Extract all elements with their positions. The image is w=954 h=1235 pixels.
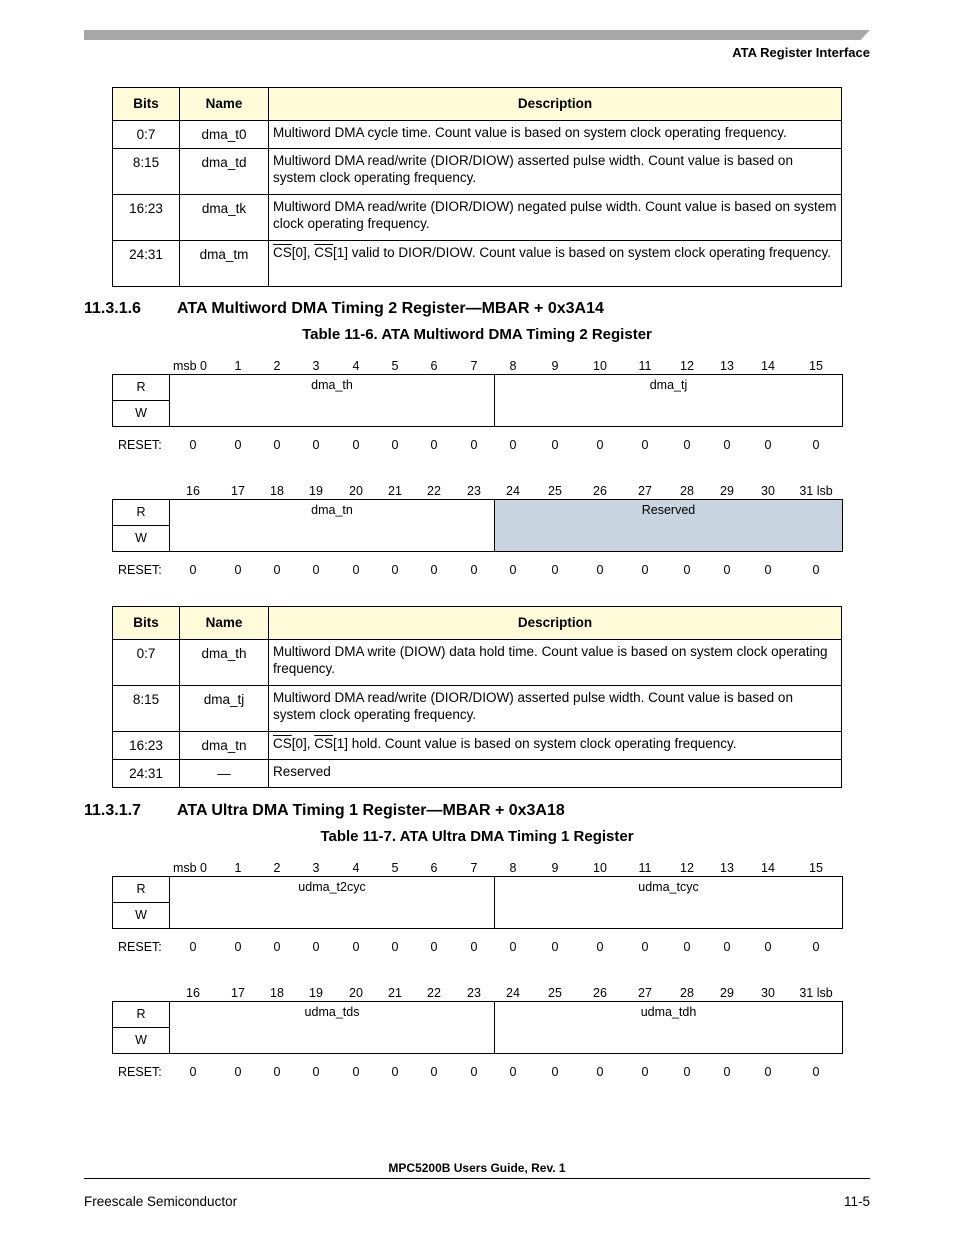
bit-number: 22 bbox=[427, 986, 441, 1000]
bit-number: 13 bbox=[720, 861, 734, 875]
register-field: udma_t2cyc bbox=[298, 880, 366, 894]
bit-number: 10 bbox=[593, 359, 607, 373]
reset-value: 0 bbox=[764, 1065, 772, 1079]
bit-number: 6 bbox=[430, 861, 438, 875]
bit-number: 26 bbox=[593, 484, 607, 498]
write-label: W bbox=[113, 401, 170, 426]
bit-number: 31 lsb bbox=[799, 986, 833, 1000]
bit-number: 25 bbox=[548, 986, 562, 1000]
bit-number: msb 0 bbox=[172, 359, 208, 373]
description-cell bbox=[269, 640, 842, 686]
table-row bbox=[113, 149, 842, 195]
description-cell bbox=[269, 760, 842, 788]
write-label: W bbox=[113, 903, 170, 928]
reset-value: 0 bbox=[312, 438, 320, 452]
section-title: ATA Ultra DMA Timing 1 Register—MBAR + 0x3A18 bbox=[177, 802, 565, 819]
register-box bbox=[112, 374, 843, 427]
reset-value: 0 bbox=[812, 438, 820, 452]
column-header-bits: Bits bbox=[113, 88, 180, 121]
read-label: R bbox=[113, 1002, 170, 1028]
bit-number: 9 bbox=[551, 359, 559, 373]
bit-number: msb 0 bbox=[172, 861, 208, 875]
bit-number: 7 bbox=[470, 861, 478, 875]
register-box bbox=[112, 499, 843, 552]
bit-number: 3 bbox=[312, 861, 320, 875]
name-cell: dma_tm bbox=[180, 241, 269, 287]
reset-value: 0 bbox=[352, 1065, 360, 1079]
reset-value: 0 bbox=[189, 1065, 197, 1079]
description-text: Reserved bbox=[273, 764, 331, 779]
table-row bbox=[113, 686, 842, 732]
table-header-row bbox=[113, 88, 842, 121]
bits-cell: 24:31 bbox=[113, 760, 180, 788]
bit-number: 7 bbox=[470, 359, 478, 373]
reset-value: 0 bbox=[234, 940, 242, 954]
footer-page-number: 11-5 bbox=[843, 1194, 870, 1209]
bit-number: 26 bbox=[593, 986, 607, 1000]
chip-select-signal: $\overline{CS}$ bbox=[273, 736, 292, 751]
reset-value: 0 bbox=[596, 940, 604, 954]
reset-value: 0 bbox=[764, 438, 772, 452]
bit-number: 30 bbox=[761, 484, 775, 498]
bit-number: 19 bbox=[309, 986, 323, 1000]
reset-value: 0 bbox=[509, 1065, 517, 1079]
register-field: dma_tn bbox=[311, 503, 353, 517]
bit-number: 19 bbox=[309, 484, 323, 498]
reset-value: 0 bbox=[352, 940, 360, 954]
bit-number: 10 bbox=[593, 861, 607, 875]
name-cell: — bbox=[180, 760, 269, 788]
reset-value: 0 bbox=[470, 1065, 478, 1079]
description-cell bbox=[269, 241, 842, 287]
reset-value: 0 bbox=[723, 1065, 731, 1079]
bit-number: 17 bbox=[231, 986, 245, 1000]
section-title: ATA Multiword DMA Timing 2 Register—MBAR + 0x3A14 bbox=[177, 300, 604, 317]
reset-value: 0 bbox=[723, 438, 731, 452]
bit-number: 31 lsb bbox=[799, 484, 833, 498]
bit-number: 16 bbox=[186, 986, 200, 1000]
table-row bbox=[113, 121, 842, 149]
reset-value: 0 bbox=[723, 563, 731, 577]
description-text: [1] hold. Count value is based on system clock operating frequency. bbox=[333, 736, 737, 751]
reset-value: 0 bbox=[641, 940, 649, 954]
name-cell: dma_t0 bbox=[180, 121, 269, 149]
reset-label: RESET: bbox=[118, 438, 162, 452]
reset-value: 0 bbox=[596, 438, 604, 452]
register-field: udma_tcyc bbox=[638, 880, 699, 894]
table-row bbox=[113, 760, 842, 788]
footer-document-title: MPC5200B Users Guide, Rev. 1 bbox=[388, 1161, 566, 1175]
register-field: udma_tdh bbox=[640, 1005, 697, 1019]
bit-number: 18 bbox=[270, 484, 284, 498]
reset-value: 0 bbox=[683, 563, 691, 577]
column-header-description: Description bbox=[269, 88, 842, 121]
reset-value: 0 bbox=[641, 563, 649, 577]
register-field: dma_th bbox=[311, 378, 353, 392]
description-text: [0], bbox=[291, 245, 315, 260]
reset-value: 0 bbox=[509, 438, 517, 452]
description-cell bbox=[269, 149, 842, 195]
bit-number: 16 bbox=[186, 484, 200, 498]
bit-number: 29 bbox=[720, 986, 734, 1000]
table-row bbox=[113, 241, 842, 287]
bit-number: 24 bbox=[506, 484, 520, 498]
footer-company: Freescale Semiconductor bbox=[84, 1194, 238, 1209]
field-divider bbox=[494, 500, 495, 551]
bit-number: 4 bbox=[352, 861, 360, 875]
bit-number: 2 bbox=[273, 861, 281, 875]
name-cell: dma_td bbox=[180, 149, 269, 195]
description-text: Multiword DMA read/write (DIOR/DIOW) negated pulse width. Count value is based on system clock operating frequency. bbox=[273, 199, 837, 231]
reset-value: 0 bbox=[391, 563, 399, 577]
bit-number: 25 bbox=[548, 484, 562, 498]
bit-number: 5 bbox=[391, 359, 399, 373]
reset-value: 0 bbox=[430, 563, 438, 577]
bit-number: 8 bbox=[509, 359, 517, 373]
reset-value: 0 bbox=[683, 1065, 691, 1079]
bit-number: 8 bbox=[509, 861, 517, 875]
reset-label: RESET: bbox=[118, 940, 162, 954]
reset-value: 0 bbox=[723, 940, 731, 954]
reset-value: 0 bbox=[352, 563, 360, 577]
reset-value: 0 bbox=[764, 563, 772, 577]
field-description-table-2 bbox=[112, 606, 842, 788]
description-text: [1] valid to DIOR/DIOW. Count value is based on system clock operating frequency. bbox=[333, 245, 832, 260]
reset-value: 0 bbox=[551, 563, 559, 577]
field-divider bbox=[494, 1002, 495, 1053]
field-description-table-1 bbox=[112, 87, 842, 287]
bit-number: 15 bbox=[809, 359, 823, 373]
reset-value: 0 bbox=[273, 563, 281, 577]
reset-label: RESET: bbox=[118, 1065, 162, 1079]
bits-cell: 8:15 bbox=[113, 686, 180, 732]
table-caption-11-7: Table 11-7. ATA Ultra DMA Timing 1 Register bbox=[320, 828, 634, 845]
write-label: W bbox=[113, 526, 170, 551]
reset-value: 0 bbox=[312, 563, 320, 577]
reset-value: 0 bbox=[470, 563, 478, 577]
bit-number: 13 bbox=[720, 359, 734, 373]
bit-number: 30 bbox=[761, 986, 775, 1000]
reset-value: 0 bbox=[312, 940, 320, 954]
bit-number: 1 bbox=[234, 359, 242, 373]
bit-number: 29 bbox=[720, 484, 734, 498]
reset-label: RESET: bbox=[118, 563, 162, 577]
column-header-description: Description bbox=[269, 607, 842, 640]
bit-number: 11 bbox=[638, 861, 652, 875]
reset-value: 0 bbox=[641, 438, 649, 452]
section-number: 11.3.1.7 bbox=[84, 802, 141, 819]
reset-value: 0 bbox=[312, 1065, 320, 1079]
bit-number: 27 bbox=[638, 484, 652, 498]
field-divider bbox=[494, 375, 495, 426]
reset-value: 0 bbox=[430, 1065, 438, 1079]
register-box bbox=[112, 876, 843, 929]
reset-value: 0 bbox=[551, 940, 559, 954]
reset-value: 0 bbox=[764, 940, 772, 954]
reset-value: 0 bbox=[596, 563, 604, 577]
reset-value: 0 bbox=[641, 1065, 649, 1079]
bit-number: 28 bbox=[680, 484, 694, 498]
bit-number: 21 bbox=[388, 484, 402, 498]
description-cell bbox=[269, 732, 842, 760]
reset-value: 0 bbox=[234, 563, 242, 577]
bit-number: 15 bbox=[809, 861, 823, 875]
read-label: R bbox=[113, 500, 170, 526]
reserved-field: Reserved bbox=[495, 500, 842, 551]
running-title: ATA Register Interface bbox=[732, 45, 870, 60]
reset-value: 0 bbox=[391, 940, 399, 954]
reset-value: 0 bbox=[189, 563, 197, 577]
reset-value: 0 bbox=[273, 1065, 281, 1079]
reset-value: 0 bbox=[509, 563, 517, 577]
description-text: Multiword DMA cycle time. Count value is based on system clock operating frequency. bbox=[273, 125, 787, 140]
bits-cell: 8:15 bbox=[113, 149, 180, 195]
table-caption-11-6: Table 11-6. ATA Multiword DMA Timing 2 Register bbox=[302, 326, 652, 343]
name-cell: dma_tn bbox=[180, 732, 269, 760]
bit-number: 5 bbox=[391, 861, 399, 875]
reset-value: 0 bbox=[812, 1065, 820, 1079]
bit-number: 18 bbox=[270, 986, 284, 1000]
reset-value: 0 bbox=[430, 940, 438, 954]
bit-number: 23 bbox=[467, 484, 481, 498]
reset-value: 0 bbox=[234, 438, 242, 452]
bit-number: 24 bbox=[506, 986, 520, 1000]
reset-value: 0 bbox=[189, 940, 197, 954]
reset-value: 0 bbox=[273, 438, 281, 452]
bits-cell: 0:7 bbox=[113, 640, 180, 686]
bits-cell: 24:31 bbox=[113, 241, 180, 287]
reset-value: 0 bbox=[551, 1065, 559, 1079]
section-heading-11-3-1-7 bbox=[84, 802, 565, 820]
footer-divider bbox=[84, 1178, 870, 1179]
reset-value: 0 bbox=[234, 1065, 242, 1079]
name-cell: dma_th bbox=[180, 640, 269, 686]
reset-value: 0 bbox=[430, 438, 438, 452]
register-field: udma_tds bbox=[304, 1005, 360, 1019]
write-label: W bbox=[113, 1028, 170, 1053]
chip-select-signal: $\overline{CS}$ bbox=[273, 245, 292, 260]
bit-number: 12 bbox=[680, 861, 694, 875]
bit-number: 1 bbox=[234, 861, 242, 875]
bit-number: 12 bbox=[680, 359, 694, 373]
reset-value: 0 bbox=[391, 438, 399, 452]
bit-number: 28 bbox=[680, 986, 694, 1000]
header-bar bbox=[84, 30, 870, 40]
description-cell bbox=[269, 195, 842, 241]
bit-number: 11 bbox=[638, 359, 652, 373]
reset-value: 0 bbox=[470, 940, 478, 954]
description-text: [0], bbox=[291, 736, 315, 751]
chip-select-signal: $\overline{CS}$ bbox=[314, 245, 334, 260]
description-text: Multiword DMA read/write (DIOR/DIOW) asserted pulse width. Count value is based on system clock operating frequency. bbox=[273, 690, 793, 722]
description-cell bbox=[269, 121, 842, 149]
section-number: 11.3.1.6 bbox=[84, 300, 141, 317]
bits-cell: 16:23 bbox=[113, 732, 180, 760]
bit-number: 17 bbox=[231, 484, 245, 498]
reset-value: 0 bbox=[189, 438, 197, 452]
name-cell: dma_tk bbox=[180, 195, 269, 241]
reset-value: 0 bbox=[470, 438, 478, 452]
name-cell: dma_tj bbox=[180, 686, 269, 732]
reset-value: 0 bbox=[391, 1065, 399, 1079]
bit-number: 6 bbox=[430, 359, 438, 373]
reset-value: 0 bbox=[812, 563, 820, 577]
table-row bbox=[113, 195, 842, 241]
reset-value: 0 bbox=[683, 438, 691, 452]
reset-value: 0 bbox=[509, 940, 517, 954]
field-divider bbox=[494, 877, 495, 928]
table-header-row bbox=[113, 607, 842, 640]
bits-cell: 0:7 bbox=[113, 121, 180, 149]
register-field: dma_tj bbox=[649, 378, 688, 392]
bit-number: 21 bbox=[388, 986, 402, 1000]
description-cell bbox=[269, 686, 842, 732]
bits-cell: 16:23 bbox=[113, 195, 180, 241]
section-heading-11-3-1-6 bbox=[84, 300, 604, 318]
bit-number: 9 bbox=[551, 861, 559, 875]
description-text: Multiword DMA read/write (DIOR/DIOW) asserted pulse width. Count value is based on system clock operating frequency. bbox=[273, 153, 793, 185]
reset-value: 0 bbox=[683, 940, 691, 954]
bit-number: 20 bbox=[349, 986, 363, 1000]
description-text: Multiword DMA write (DIOW) data hold time. Count value is based on system clock operating frequency. bbox=[273, 644, 828, 676]
column-header-name: Name bbox=[180, 607, 269, 640]
read-label: R bbox=[113, 877, 170, 903]
bit-number: 20 bbox=[349, 484, 363, 498]
column-header-bits: Bits bbox=[113, 607, 180, 640]
bit-number: 14 bbox=[761, 359, 775, 373]
bit-number: 27 bbox=[638, 986, 652, 1000]
bit-number: 4 bbox=[352, 359, 360, 373]
bit-number: 3 bbox=[312, 359, 320, 373]
read-label: R bbox=[113, 375, 170, 401]
table-row bbox=[113, 732, 842, 760]
chip-select-signal: $\overline{CS}$ bbox=[314, 736, 334, 751]
bit-number: 22 bbox=[427, 484, 441, 498]
table-row bbox=[113, 640, 842, 686]
reset-value: 0 bbox=[551, 438, 559, 452]
register-box bbox=[112, 1001, 843, 1054]
bit-number: 2 bbox=[273, 359, 281, 373]
reset-value: 0 bbox=[273, 940, 281, 954]
bit-number: 23 bbox=[467, 986, 481, 1000]
reset-value: 0 bbox=[596, 1065, 604, 1079]
column-header-name: Name bbox=[180, 88, 269, 121]
bit-number: 14 bbox=[761, 861, 775, 875]
reset-value: 0 bbox=[352, 438, 360, 452]
reset-value: 0 bbox=[812, 940, 820, 954]
